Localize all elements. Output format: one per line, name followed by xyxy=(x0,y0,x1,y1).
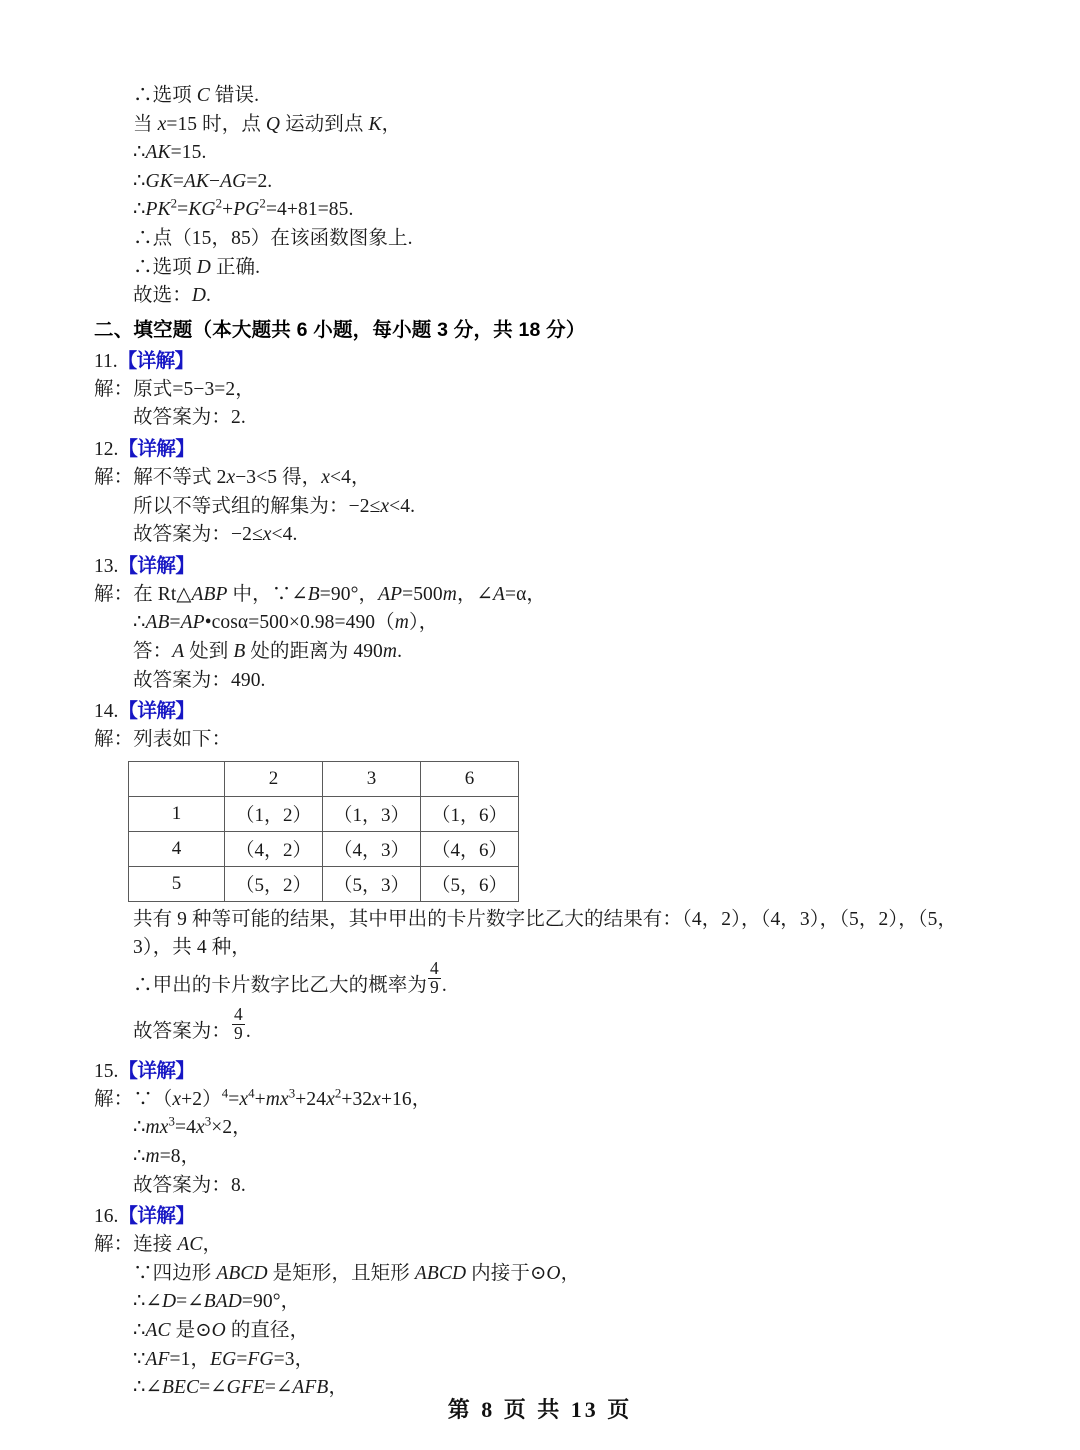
detail-tag: 【详解】 xyxy=(118,437,195,460)
solution-line: 解：连接 AC， xyxy=(94,1234,223,1256)
solution-line: 当 x=15 时，点 Q 运动到点 K， xyxy=(133,113,402,135)
table-cell: （5，3） xyxy=(323,866,421,901)
solution-line: ∴选项 D 正确. xyxy=(133,256,261,278)
table-row xyxy=(129,866,519,901)
solution-line: ∵四边形 ABCD 是矩形，且矩形 ABCD 内接于⊙O， xyxy=(133,1262,581,1284)
table-row-header: 1 xyxy=(129,796,225,831)
detail-tag: 【详解】 xyxy=(118,554,195,577)
solution-line: 解：解不等式 2x−3<5 得，x<4， xyxy=(94,466,371,488)
table-cell: （1，3） xyxy=(323,796,421,831)
solution-line: 故答案为：2. xyxy=(133,407,246,429)
item-header-12 xyxy=(94,435,988,464)
solution-line: ∴选项 C 错误. xyxy=(133,85,260,106)
outcome-table-wrapper xyxy=(128,761,988,902)
solution-line: ∴GK=AK−AG=2. xyxy=(133,170,273,192)
table-corner-cell xyxy=(129,761,225,796)
item-header-16 xyxy=(94,1202,988,1231)
solution-line: ∴点（15，85）在该函数图象上. xyxy=(133,227,413,249)
item-number: 15. xyxy=(94,1060,119,1082)
solution-line: 故答案为：8. xyxy=(133,1174,246,1196)
fraction-denominator: 9 xyxy=(234,1023,243,1044)
fraction-numerator: 4 xyxy=(430,958,439,979)
item-header-14 xyxy=(94,697,988,726)
detail-tag: 【详解】 xyxy=(118,1205,195,1228)
table-cell: （1，2） xyxy=(225,796,323,831)
item-header-15 xyxy=(94,1057,988,1086)
continued-solution-block xyxy=(94,82,988,311)
table-cell: （4，3） xyxy=(323,831,421,866)
detail-tag: 【详解】 xyxy=(118,700,195,723)
solution-line: 故答案为：−2≤x<4. xyxy=(133,524,298,546)
detail-tag: 【详解】 xyxy=(117,349,194,372)
detail-tag: 【详解】 xyxy=(118,1059,195,1082)
item-number: 12. xyxy=(94,438,119,460)
solution-line: ∴∠D=∠BAD=90°， xyxy=(133,1291,301,1313)
fraction-numerator: 4 xyxy=(234,1004,243,1025)
probability-suffix: . xyxy=(441,974,447,996)
solution-line: 故选：D. xyxy=(133,285,211,307)
outcome-table xyxy=(128,761,519,902)
table-cell: （1，6） xyxy=(421,796,519,831)
solution-line: $\therefore PK^2=KG^2+PG^2=4+81=85$. xyxy=(133,196,354,221)
solution-line: ∴m=8， xyxy=(133,1146,201,1168)
probability-line xyxy=(94,958,988,1009)
item-number: 16. xyxy=(94,1206,119,1228)
solution-line: 故答案为：490. xyxy=(133,669,266,691)
solution-line: 解：原式=5−3=2， xyxy=(94,378,255,400)
fraction-denominator: 9 xyxy=(430,977,439,998)
fraction-four-ninths xyxy=(428,960,441,997)
solution-line: 所以不等式组的解集为：−2≤x<4. xyxy=(133,495,416,517)
table-cell: （5，2） xyxy=(225,866,323,901)
table-cell: （4，2） xyxy=(225,831,323,866)
solution-line: 解：$\because(x+2)^4=x^4+mx^3+24x^2+32x+16$， xyxy=(94,1086,432,1110)
table-col-header: 6 xyxy=(421,761,519,796)
solution-paragraph: 共有 9 种等可能的结果，其中甲出的卡片数字比乙大的结果有：（4，2），（4，3），（5，2），（5，3），共 4 种， xyxy=(133,908,958,959)
table-row-header: 5 xyxy=(129,866,225,901)
solution-line: ∴∠BEC=∠GFE=∠AFB， xyxy=(133,1377,349,1399)
section-heading: 二、填空题（本大题共 6 小题，每小题 3 分，共 18 分） xyxy=(94,318,586,341)
solution-line: 答：A 处到 B 处的距离为 490m. xyxy=(133,640,403,662)
fraction-four-ninths xyxy=(232,1006,245,1043)
solution-line: ∴AC 是⊙O 的直径， xyxy=(133,1320,310,1342)
item-number: 13. xyxy=(94,555,119,577)
page-footer: 第 8 页 共 13 页 xyxy=(447,1397,633,1422)
item-number: 11. xyxy=(94,350,118,372)
probability-prefix: ∴甲出的卡片数字比乙大的概率为 xyxy=(133,974,428,996)
solution-line: 解：列表如下： xyxy=(94,729,232,751)
table-col-header: 2 xyxy=(225,761,323,796)
table-cell: （4，6） xyxy=(421,831,519,866)
item-header-13 xyxy=(94,552,988,581)
item-number: 14. xyxy=(94,701,119,723)
table-row xyxy=(129,761,519,796)
answer-prefix: 故答案为： xyxy=(133,1020,232,1042)
solution-line: ∴AB=AP•cosα=500×0.98=490（m）， xyxy=(133,612,439,634)
table-row-header: 4 xyxy=(129,831,225,866)
table-row xyxy=(129,796,519,831)
solution-line: $\therefore mx^3=4x^3\times 2$， xyxy=(133,1114,252,1139)
table-row xyxy=(129,831,519,866)
table-cell: （5，6） xyxy=(421,866,519,901)
page-content xyxy=(94,82,988,1403)
answer-line xyxy=(94,1004,988,1055)
table-col-header: 3 xyxy=(323,761,421,796)
solution-line: ∵AF=1，EG=FG=3， xyxy=(133,1348,315,1370)
item-header-11 xyxy=(94,347,988,376)
solution-line: 解：在 Rt△ABP 中，∵∠B=90°，AP=500m，∠A=α， xyxy=(94,583,547,605)
solution-line: ∴AK=15. xyxy=(133,142,207,164)
answer-suffix: . xyxy=(245,1020,251,1042)
